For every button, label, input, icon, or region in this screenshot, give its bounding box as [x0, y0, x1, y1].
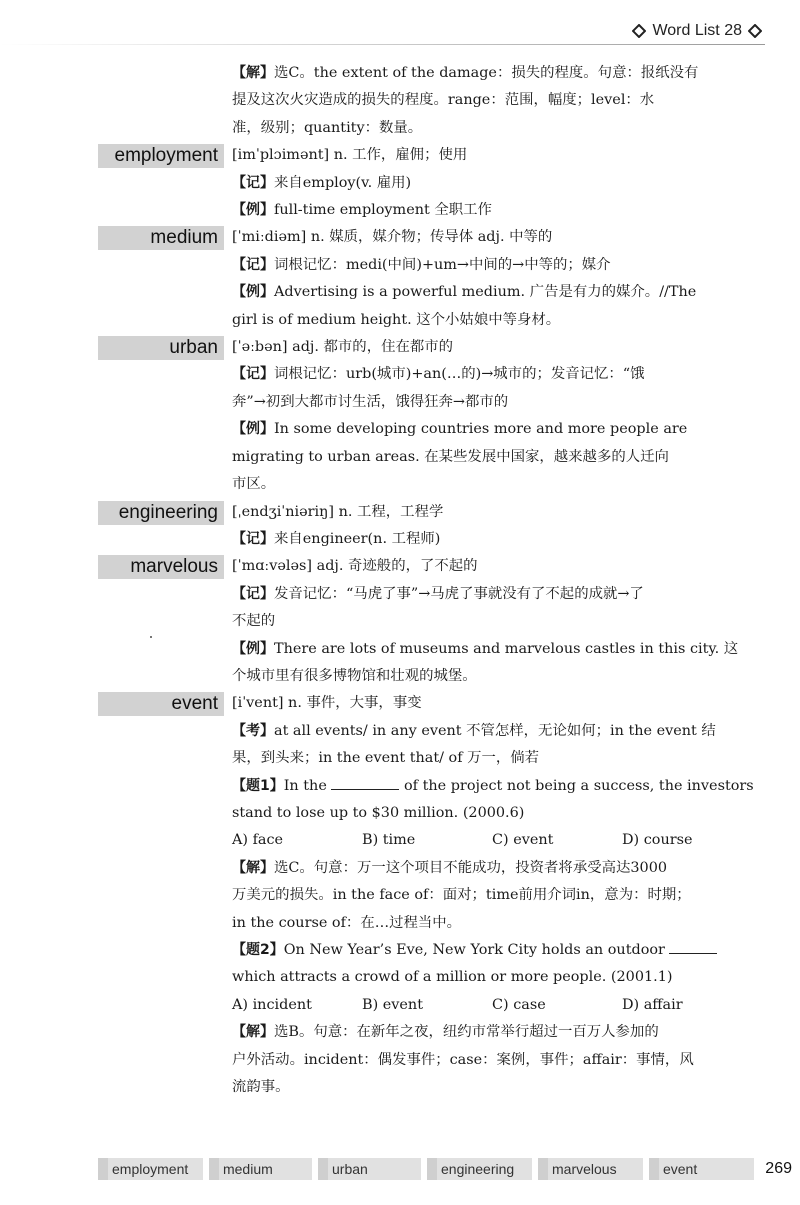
- footer-tab: medium: [209, 1158, 312, 1180]
- footer-word-index: [98, 1158, 760, 1180]
- text-line: which attracts a crowd of a million or more people. (2001.1): [232, 969, 673, 986]
- text-line: stand to lose up to $30 million. (2000.6): [232, 804, 525, 821]
- text-line: 【解】选C。句意：万一这个项目不能成功，投资者将承受高达3000: [232, 859, 668, 876]
- option: C) case: [492, 996, 546, 1013]
- page-header: [632, 22, 762, 40]
- option: C) event: [492, 832, 554, 849]
- text-line: girl is of medium height. 这个小姑娘中等身材。: [232, 311, 561, 328]
- option: B) time: [362, 832, 416, 849]
- text-line: 【解】选B。句意：在新年之夜，纽约市常举行超过一百万人参加的: [232, 1024, 659, 1041]
- text-line: 【记】发音记忆：“马虎了事”→马虎了事就没有了不起的成就→了: [232, 585, 644, 602]
- continued-explanation: [98, 60, 764, 142]
- pronunciation-line: [iˈvent] n. 事件，大事，事变: [232, 695, 422, 712]
- question-1: 【题1】In the of the project not being a success, the investors: [232, 777, 754, 794]
- text-line: migrating to urban areas. 在某些发展中国家，越来越多的人迁向: [232, 448, 669, 465]
- footer-tab: event: [649, 1158, 754, 1180]
- text-line: 【记】词根记忆：medi(中间)+um→中间的→中等的；媒介: [232, 256, 611, 273]
- diamond-icon: [632, 24, 646, 38]
- entry-employment: [98, 142, 764, 224]
- entry-marvelous: [98, 553, 764, 690]
- text-line: 【例】There are lots of museums and marvelous castles in this city. 这: [232, 640, 739, 657]
- entry-urban: [98, 334, 764, 498]
- footer-tab: urban: [318, 1158, 421, 1180]
- footer-tab: marvelous: [538, 1158, 643, 1180]
- answer-blank: [669, 941, 717, 954]
- text-line: 果，到头来；in the event that/ of 万一，倘若: [232, 750, 540, 767]
- pronunciation-line: [imˈplɔimənt] n. 工作，雇佣；使用: [232, 147, 468, 164]
- option: B) event: [362, 996, 423, 1013]
- headword: urban: [98, 336, 224, 360]
- text-line: 【例】full-time employment 全职工作: [232, 202, 492, 219]
- dictionary-content: [98, 60, 764, 1101]
- text-line: 市区。: [232, 476, 276, 493]
- question-2: 【题2】On New Year’s Eve, New York City holds an outdoor: [232, 937, 764, 964]
- option: D) affair: [622, 996, 683, 1013]
- pronunciation-line: [ˈəːbən] adj. 都市的，住在都市的: [232, 339, 454, 356]
- headword: engineering: [98, 501, 224, 525]
- entry-medium: [98, 224, 764, 334]
- text-line: 【例】In some developing countries more and more people are: [232, 421, 688, 438]
- text-line: 户外活动。incident：偶发事件；case：案例，事件；affair：事情，风: [232, 1051, 694, 1068]
- text-line: 流韵事。: [232, 1079, 290, 1096]
- text-line: 【记】词根记忆：urb(城市)+an(…的)→城市的；发音记忆：“饿: [232, 366, 645, 383]
- option: D) course: [622, 832, 693, 849]
- page-number: 269: [765, 1160, 792, 1177]
- text-line: 【记】来自employ(v. 雇用): [232, 174, 412, 191]
- footer-tab: employment: [98, 1158, 203, 1180]
- headword: event: [98, 692, 224, 716]
- answer-blank: [331, 777, 399, 790]
- text-line: 【例】Advertising is a powerful medium. 广告是有力的媒介。//The: [232, 284, 697, 301]
- headword: marvelous: [98, 555, 224, 579]
- footer-tab: engineering: [427, 1158, 532, 1180]
- text-line: 个城市里有很多博物馆和壮观的城堡。: [232, 667, 477, 684]
- pronunciation-line: [ˌendʒiˈniəriŋ] n. 工程，工程学: [232, 503, 444, 520]
- text-line: 【记】来自engineer(n. 工程师): [232, 530, 441, 547]
- option: A) face: [232, 832, 284, 849]
- text-line: 【解】选C。the extent of the damage：损失的程度。句意：报纸没有: [232, 65, 699, 81]
- entry-event: [98, 690, 764, 1101]
- options-row: [232, 992, 764, 1019]
- diamond-icon: [748, 24, 762, 38]
- text-line: 【考】at all events/ in any event 不管怎样，无论如何；in the event 结: [232, 722, 716, 739]
- header-rule: [0, 44, 765, 45]
- text-line: 提及这次火灾造成的损失的程度。range：范围，幅度；level：水: [232, 92, 655, 109]
- word-list-title: Word List 28: [652, 22, 742, 39]
- text-line: 不起的: [232, 613, 276, 630]
- text-line: 奔”→初到大都市讨生活，饿得狂奔→都市的: [232, 393, 509, 410]
- entry-engineering: [98, 499, 764, 554]
- pronunciation-line: [ˈmiːdiəm] n. 媒质，媒介物；传导体 adj. 中等的: [232, 229, 553, 246]
- text-line: 万美元的损失。in the face of：面对；time前用介词in，意为：时期；: [232, 887, 691, 904]
- pronunciation-line: [ˈmɑːvələs] adj. 奇迹般的，了不起的: [232, 558, 478, 575]
- headword: employment: [98, 144, 224, 168]
- text-line: 准，级别；quantity：数量。: [232, 119, 423, 136]
- headword: medium: [98, 226, 224, 250]
- option: A) incident: [232, 996, 312, 1013]
- scan-speck: [150, 636, 152, 638]
- text-line: in the course of：在…过程当中。: [232, 914, 462, 931]
- options-row: [232, 827, 764, 854]
